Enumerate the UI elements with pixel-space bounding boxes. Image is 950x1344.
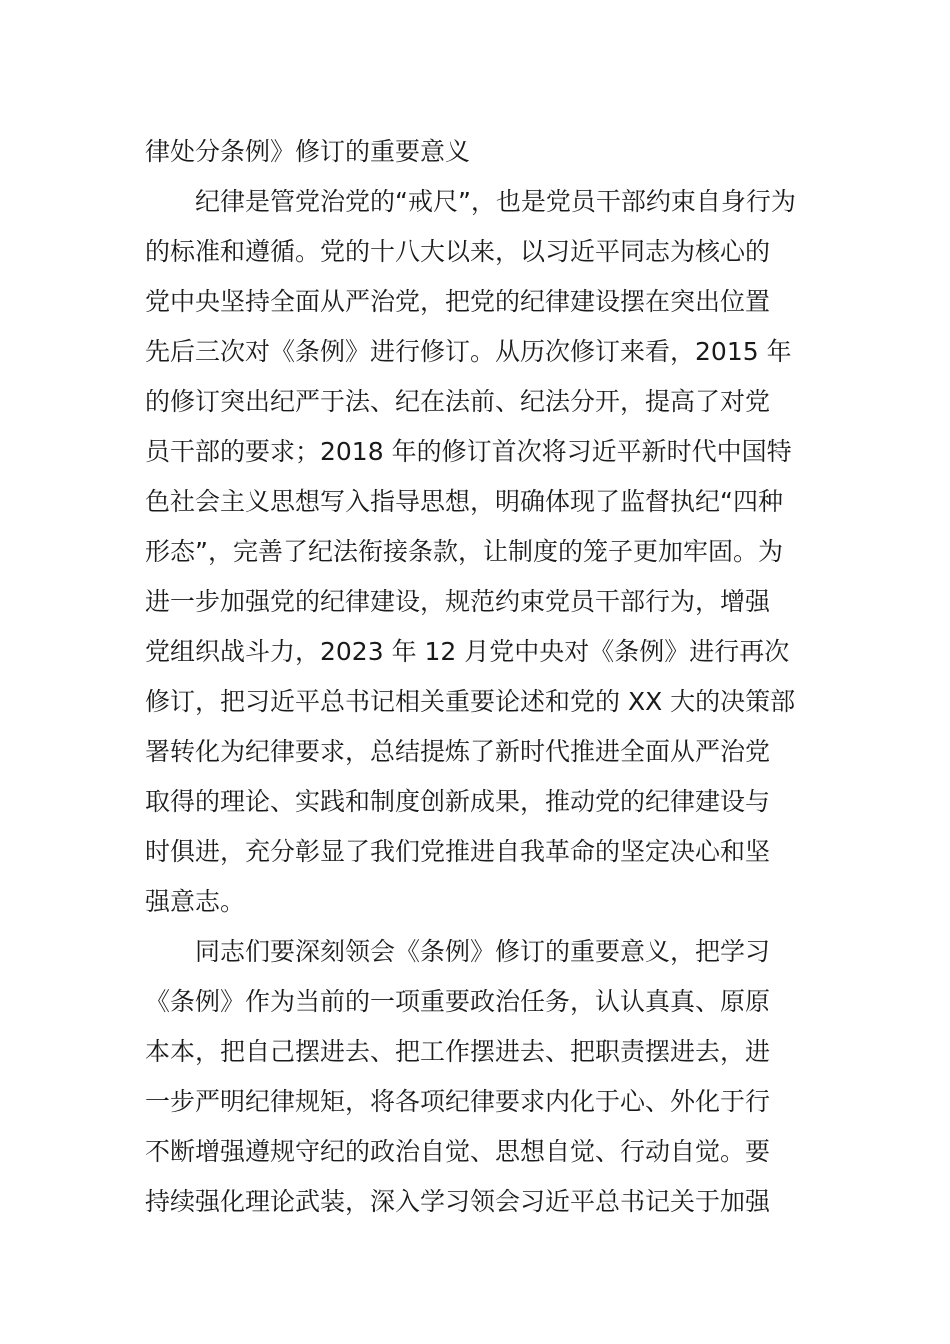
- text-line: 的修订突出纪严于法、纪在法前、纪法分开，提高了对党: [145, 387, 771, 416]
- text-line: 纪律是管党治党的“戒尺”，也是党员干部约束自身行为: [195, 187, 796, 216]
- text-line: 员干部的要求；2018 年的修订首次将习近平新时代中国特: [145, 437, 792, 466]
- text-line: 一步严明纪律规矩，将各项纪律要求内化于心、外化于行: [145, 1087, 771, 1116]
- text-line: 《条例》作为当前的一项重要政治任务，认认真真、原原: [145, 987, 771, 1016]
- text-line: 进一步加强党的纪律建设，规范约束党员干部行为，增强: [145, 587, 771, 616]
- text-line: 本本，把自己摆进去、把工作摆进去、把职责摆进去，进: [145, 1037, 771, 1066]
- text-line: 持续强化理论武装，深入学习领会习近平总书记关于加强: [145, 1187, 771, 1216]
- text-line: 署转化为纪律要求，总结提炼了新时代推进全面从严治党: [145, 737, 771, 766]
- text-line: 党组织战斗力，2023 年 12 月党中央对《条例》进行再次: [145, 637, 790, 666]
- text-line: 修订，把习近平总书记相关重要论述和党的 XX 大的决策部: [145, 687, 796, 716]
- text-line: 强意志。: [145, 887, 246, 916]
- document-body: [145, 127, 815, 1227]
- text-line: 党中央坚持全面从严治党，把党的纪律建设摆在突出位置: [145, 287, 771, 316]
- text-line: 同志们要深刻领会《条例》修订的重要意义，把学习: [195, 937, 771, 966]
- text-line: 形态”，完善了纪法衔接条款，让制度的笼子更加牢固。为: [145, 537, 783, 566]
- text-line: 的标准和遵循。党的十八大以来，以习近平同志为核心的: [145, 237, 771, 266]
- text-line: 色社会主义思想写入指导思想，明确体现了监督执纪“四种: [145, 487, 783, 516]
- text-line: 律处分条例》修订的重要意义: [145, 137, 471, 166]
- text-line: 不断增强遵规守纪的政治自觉、思想自觉、行动自觉。要: [145, 1137, 771, 1166]
- text-line: 时俱进，充分彰显了我们党推进自我革命的坚定决心和坚: [145, 837, 771, 866]
- text-line: 先后三次对《条例》进行修订。从历次修订来看，2015 年: [145, 337, 792, 366]
- text-line: 取得的理论、实践和制度创新成果，推动党的纪律建设与: [145, 787, 771, 816]
